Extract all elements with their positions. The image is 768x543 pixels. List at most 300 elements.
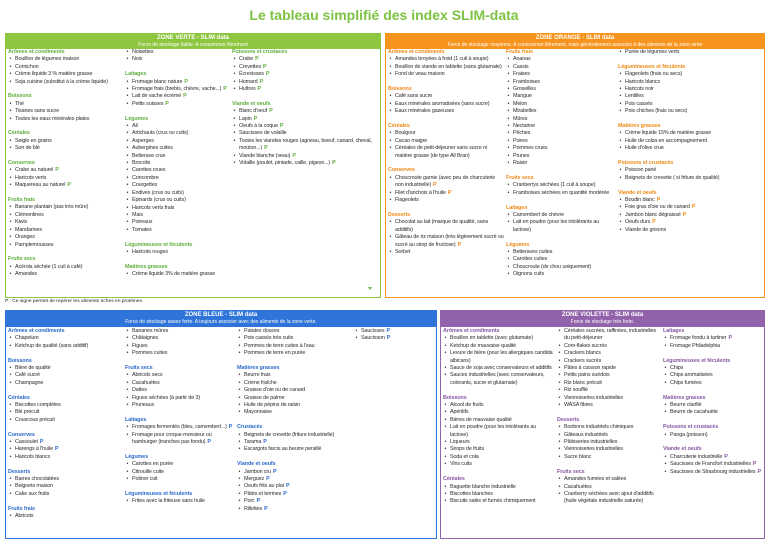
category-heading: Fruits secs (506, 174, 534, 181)
food-item (237, 506, 352, 513)
food-item (125, 145, 229, 152)
zone-column (232, 49, 378, 167)
zone-orange-panel (385, 33, 765, 298)
food-item (506, 145, 614, 152)
food-item (443, 343, 554, 350)
food-category (125, 328, 235, 358)
category-heading: Matières grasses (237, 365, 280, 372)
food-item (8, 182, 122, 189)
document-title: Le tableau simplifié des index SLIM-data (249, 7, 519, 23)
protein-marker: P (184, 78, 188, 85)
food-item (8, 417, 123, 424)
food-item (557, 432, 661, 439)
food-item (125, 498, 235, 505)
category-heading: Légumineuses et féculents (125, 490, 193, 497)
food-item-label: Betteraves cuites (513, 248, 553, 255)
zone-subtitle: Force de stockage assez forte. A toujours associer avec des aliments de la zone verte. (125, 319, 317, 325)
food-item-label: Pois cassés (625, 100, 653, 107)
food-item-label: Boulgour (395, 130, 416, 137)
food-item-label: Biscuits salés et fumés chimiquement (450, 498, 536, 505)
food-item-label: Fromage blanc nature (132, 78, 183, 85)
food-item-label: Oeufs à la coque (239, 123, 278, 130)
food-item-label: Oranges (15, 234, 35, 241)
protein-marker: P (656, 197, 661, 204)
food-item-label: Huile de colza en accompagnement (625, 137, 707, 144)
food-item-label: Poires (513, 137, 528, 144)
protein-marker: P (265, 71, 270, 78)
food-item (8, 365, 123, 372)
food-item-label: Biscottes complètes (15, 402, 61, 409)
food-category (663, 328, 763, 350)
food-item-label: Crème liquide 3 % matière grasse (15, 71, 93, 78)
food-item (232, 108, 378, 115)
food-item-label: Alcool de fruits (450, 402, 484, 409)
food-item (8, 79, 122, 86)
food-item (8, 380, 123, 387)
food-item-label: Choucroute garnie (avec peu de charcuterie non industrielle) (395, 174, 496, 189)
food-item (8, 335, 123, 342)
food-item-label: Baguette blanche industrielle (450, 483, 516, 490)
protein-marker: P (264, 505, 268, 512)
food-item-label: Crème liquide 3% de matière grasse (132, 271, 216, 278)
food-item-label: Framboises (513, 78, 540, 85)
food-item-label: Crème fraîche (244, 379, 277, 386)
food-item (443, 439, 554, 446)
food-item-label: Saucisses de volaille (239, 130, 287, 137)
food-item-label: Pommes cuites (132, 350, 168, 357)
zone-column (618, 49, 762, 234)
food-item (8, 116, 122, 123)
food-item-label: Pommes de terre en purée (244, 350, 306, 357)
food-item (443, 454, 554, 461)
food-item-label: Nectarine (513, 123, 535, 130)
food-item-label: Escargots farcis au beurre persillé (244, 446, 322, 453)
category-heading: Céréales (443, 476, 465, 483)
food-item-label: Raisin (513, 160, 528, 167)
food-item (125, 93, 229, 100)
food-item (663, 409, 763, 416)
food-item-label: Corn-flakes sucrés (564, 342, 607, 349)
protein-marker: P (283, 490, 287, 497)
food-category (125, 116, 229, 235)
food-item-label: Amandes fumées et salées (564, 476, 627, 483)
category-heading: Viande et oeufs (618, 189, 657, 196)
food-item-label: Foie gras d'oie ou de canard (625, 204, 690, 211)
food-item-label: Carottes cuites (513, 256, 548, 263)
food-item (506, 256, 614, 263)
food-item-label: Noix (132, 56, 143, 63)
food-item (232, 116, 378, 123)
protein-marker: P (269, 108, 273, 115)
food-item (232, 79, 378, 86)
food-item-label: Chocolat au lait (marque de qualité, sans additifs) (395, 219, 489, 233)
food-item-label: Mayonnaise (244, 409, 272, 416)
food-item (388, 219, 504, 234)
food-item (443, 461, 554, 468)
category-heading: Céréales (8, 130, 30, 137)
food-item-label: Amandes broyées à froid (1 cuil à soupe) (395, 56, 489, 63)
food-category (8, 93, 122, 123)
food-item-label: Poisson pané (625, 167, 657, 174)
food-item-label: Tarama (244, 439, 262, 446)
zone-title: ZONE ORANGE - SLIM data (535, 35, 615, 41)
food-item-label: Viennoiseries industrielles (564, 394, 623, 401)
food-item-label: Endives (crus ou cuits) (132, 189, 184, 196)
food-item (125, 79, 229, 86)
food-item (8, 242, 122, 249)
food-item (506, 123, 614, 130)
food-item-label: Mais (132, 211, 143, 218)
category-heading: Boissons (388, 86, 412, 93)
food-item-label: Carottes crues (132, 167, 166, 174)
food-item-label: Jambon cru (244, 468, 271, 475)
food-item (125, 343, 235, 350)
protein-marker: P (55, 167, 59, 174)
food-item (125, 175, 229, 182)
food-item (388, 56, 504, 63)
category-heading: Desserts (8, 468, 31, 475)
food-item-label: Figues séchées (à partir de 3) (132, 394, 201, 401)
food-item-label: Maquereau au naturel (15, 182, 66, 189)
food-item-label: Poireaux (132, 219, 153, 226)
food-item (443, 335, 554, 342)
food-category (388, 123, 504, 160)
category-heading: Conserves (8, 160, 35, 167)
food-category (663, 424, 763, 439)
protein-marker: P (165, 100, 169, 107)
food-item (125, 86, 229, 93)
food-item (663, 454, 763, 461)
food-item (8, 167, 122, 174)
food-item-label: Petits suisses (132, 100, 164, 107)
food-item-label: Huile de pépins de raisin (244, 402, 301, 409)
food-item (8, 219, 122, 226)
food-item-label: Cacao maigre (395, 137, 428, 144)
food-item (663, 372, 763, 379)
protein-marker: P (39, 439, 44, 446)
food-item (618, 71, 762, 78)
food-item (237, 335, 352, 342)
food-item (506, 101, 614, 108)
food-item (8, 513, 123, 520)
food-item (443, 409, 554, 416)
food-item-label: Bières de mauvaise qualité (450, 416, 512, 423)
food-item (618, 93, 762, 100)
food-item (443, 484, 554, 491)
food-item-label: Concombre (132, 174, 159, 181)
food-item-label: Crackers sucrés (564, 357, 602, 364)
category-heading: Desserts (388, 211, 411, 218)
food-category (8, 256, 122, 278)
food-item (354, 335, 434, 342)
food-item-label: Cacahuètes (564, 483, 592, 490)
protein-marker: P (272, 468, 277, 475)
food-item (125, 205, 229, 212)
food-item-label: Betterave crue (132, 152, 166, 159)
food-item (8, 234, 122, 241)
food-item (557, 424, 661, 431)
food-category (125, 242, 229, 257)
food-item (557, 350, 661, 357)
food-item (388, 130, 504, 137)
protein-marker: P (207, 439, 211, 446)
zone-column (8, 49, 122, 279)
food-item-label: Pois cassés très cuits (244, 335, 294, 342)
food-item (443, 372, 554, 387)
food-item-label: Cake aux fruits (15, 490, 50, 497)
food-item-label: Pamplemousses (15, 241, 54, 248)
food-item-label: Haricots blancs (625, 78, 661, 85)
food-item-label: Charcuterie industrielle (670, 453, 723, 460)
zone-title: ZONE VIOLETTE - SLIM data (561, 312, 644, 318)
food-item (506, 153, 614, 160)
food-item-label: Potiron cuit (132, 476, 158, 483)
food-item (618, 86, 762, 93)
food-item (237, 439, 352, 446)
food-item-label: Bouillon en tablette (avec glutamate) (450, 335, 534, 342)
food-item (125, 219, 229, 226)
protein-marker: P (752, 461, 757, 468)
food-category (557, 469, 661, 506)
food-item-label: Groseilles (513, 86, 536, 93)
food-item (663, 335, 763, 342)
category-heading: Arômes et condiments (388, 49, 445, 55)
protein-marker: P (447, 189, 452, 196)
protein-marker: P (724, 453, 728, 460)
protein-marker: P (279, 123, 284, 130)
food-item-label: Apéritifs (450, 409, 469, 416)
food-category (237, 328, 352, 358)
food-category (8, 160, 122, 190)
food-item-label: Beurre de cacahuète (670, 409, 718, 416)
food-item (125, 395, 235, 402)
zone-violette-panel (440, 310, 765, 539)
category-heading: Fruits frais (8, 197, 35, 204)
food-item (8, 491, 123, 498)
food-item-label: Céréales de petit-déjeuner sans sucre ni matière grasse (de type All Bran) (395, 145, 487, 159)
food-item (557, 484, 661, 491)
food-item-label: Cranberry séchées avec ajout d'additifs (huile végétale industrielle saturée) (564, 490, 654, 505)
food-item (8, 476, 123, 483)
food-item-label: Haricots rouges (132, 248, 168, 255)
food-category (125, 417, 235, 447)
food-item (237, 409, 352, 416)
food-item (232, 86, 378, 93)
food-item-label: Pêches (513, 130, 531, 137)
zone-verte-panel (5, 33, 381, 298)
food-item (125, 167, 229, 174)
food-item (388, 101, 504, 108)
food-category (618, 64, 762, 116)
food-item (125, 130, 229, 137)
food-item-label: Bouillon de légumes maison (15, 56, 80, 63)
food-item (557, 387, 661, 394)
food-category (443, 476, 554, 506)
food-item (8, 343, 123, 350)
food-item-label: Bonbons industriels chimiques (564, 424, 634, 431)
protein-marker: P (728, 335, 732, 342)
food-item (125, 56, 229, 63)
protein-marker: P (652, 219, 656, 226)
zone-bleue-panel (5, 310, 437, 539)
food-item (618, 167, 762, 174)
food-item (388, 175, 504, 190)
food-item (618, 130, 762, 137)
protein-marker: P (386, 335, 391, 342)
food-item (506, 138, 614, 145)
food-item-label: Oignons cuits (513, 271, 545, 278)
category-heading: Laitages (125, 416, 147, 423)
protein-marker: P (223, 86, 227, 93)
food-item (125, 138, 229, 145)
food-item (354, 328, 434, 335)
category-heading: Viande et oeufs (237, 461, 276, 468)
food-item-label: Soda et cola (450, 453, 479, 460)
food-item (443, 498, 554, 505)
food-item (232, 153, 378, 160)
food-category (663, 358, 763, 388)
food-item (237, 498, 352, 505)
food-item (8, 439, 123, 446)
category-heading: Arômes et condiments (443, 328, 500, 334)
food-item (232, 160, 378, 167)
food-item-label: Mirabelles (513, 108, 537, 115)
protein-marker: P (255, 56, 259, 63)
food-item (125, 469, 235, 476)
category-heading: Poissons et crustacés (232, 49, 288, 55)
food-category (8, 49, 122, 86)
food-item-label: Porc (244, 498, 255, 505)
category-heading: Laitages (125, 71, 147, 78)
food-item (663, 469, 763, 476)
protein-marker: P (292, 152, 296, 159)
protein-marker: P (263, 63, 267, 70)
food-item (618, 145, 762, 152)
food-item-label: Son de blé (15, 145, 40, 152)
food-item-label: Pommes crues (513, 145, 548, 152)
food-item (388, 190, 504, 197)
food-item-label: Crackers blancs (564, 350, 601, 357)
zone-column (354, 328, 434, 343)
category-heading: Boissons (443, 394, 467, 401)
protein-marker: P (256, 498, 261, 505)
food-item-label: Bière de qualité (15, 365, 51, 372)
food-item-label: Fond de veau maison (395, 71, 445, 78)
food-item (237, 372, 352, 379)
food-item-label: Barres chocolatées (15, 476, 59, 483)
food-item-label: Ketchup de qualité (sans additif) (15, 342, 89, 349)
food-item (125, 335, 235, 342)
food-item (8, 227, 122, 234)
food-category (388, 86, 504, 116)
food-item-label: Crème liquide 15% de matière grasse (625, 130, 711, 137)
food-item (237, 343, 352, 350)
food-item-label: Chips aromatisées (670, 372, 713, 379)
food-item (663, 380, 763, 387)
food-item (506, 71, 614, 78)
food-category (8, 358, 123, 388)
food-item (125, 160, 229, 167)
protein-marker: P (264, 145, 268, 152)
food-item-label: Eaux minérales gazeuses (395, 108, 454, 115)
food-item-label: Cassoulet (15, 439, 38, 446)
food-item (8, 454, 123, 461)
category-heading: Légumineuses et féculents (618, 63, 686, 70)
food-item-label: Haricots noir (625, 86, 654, 93)
food-item (8, 372, 123, 379)
food-item (506, 190, 614, 197)
food-item-label: Champagne (15, 379, 44, 386)
food-item-label: Cassis (513, 63, 529, 70)
food-item (125, 227, 229, 234)
category-heading: Desserts (557, 416, 580, 423)
food-item (388, 249, 504, 256)
food-item-label: Ail (132, 123, 138, 130)
category-heading: Crustacés (237, 424, 263, 431)
food-item (557, 380, 661, 387)
food-item (443, 417, 554, 424)
food-item-label: Pruneaux (132, 402, 155, 409)
zone-subtitle: Force de stockage faible. A consommer librement (138, 42, 248, 48)
zone-column (8, 328, 123, 520)
food-item-label: Beurre frais (244, 372, 271, 379)
food-item (125, 432, 235, 447)
category-heading: Boissons (8, 357, 32, 364)
food-item (557, 439, 661, 446)
food-item (388, 145, 504, 160)
food-item-label: Asperges (132, 137, 154, 144)
food-item (506, 79, 614, 86)
zone-column (506, 49, 614, 279)
food-item (125, 49, 229, 56)
zone-header (6, 311, 436, 327)
food-item-label: Noisettes (132, 49, 154, 55)
food-item-label: Saucisson (361, 335, 385, 342)
food-item (388, 64, 504, 71)
chevron-down-icon (368, 287, 372, 290)
food-item (237, 380, 352, 387)
food-item-label: Fromage Philadelphia (670, 342, 721, 349)
food-item (557, 454, 661, 461)
food-item (8, 56, 122, 63)
food-item-label: Prunes (513, 152, 530, 159)
food-category (232, 101, 378, 168)
food-category (8, 469, 123, 499)
food-category (8, 328, 123, 350)
category-heading: Fruits secs (125, 365, 153, 372)
zone-header (386, 34, 764, 49)
food-item (557, 365, 661, 372)
food-item (125, 249, 229, 256)
food-item (8, 64, 122, 71)
category-heading: Conserves (388, 167, 415, 174)
food-item (506, 182, 614, 189)
category-heading: Fruits frais (506, 49, 533, 55)
food-item-label: Vins cuits (450, 461, 472, 468)
food-item (237, 483, 352, 490)
food-item (8, 409, 123, 416)
food-item-label: Lait en poudre (pour les intolérants au lactose) (450, 424, 537, 438)
food-item (232, 71, 378, 78)
food-item-label: Beurre clarifié (670, 402, 702, 409)
category-heading: Légumineuses et féculents (125, 241, 193, 248)
food-item (663, 432, 763, 439)
food-item-label: Oeufs frits au plat (244, 483, 284, 490)
category-heading: Fruits frais (8, 505, 35, 512)
food-item-label: Lait en poudre (pour les intolérants au lactose) (513, 219, 600, 233)
food-item-label: Flageolets (frais ou secs) (625, 71, 683, 78)
food-item-label: Crabe (239, 56, 254, 63)
